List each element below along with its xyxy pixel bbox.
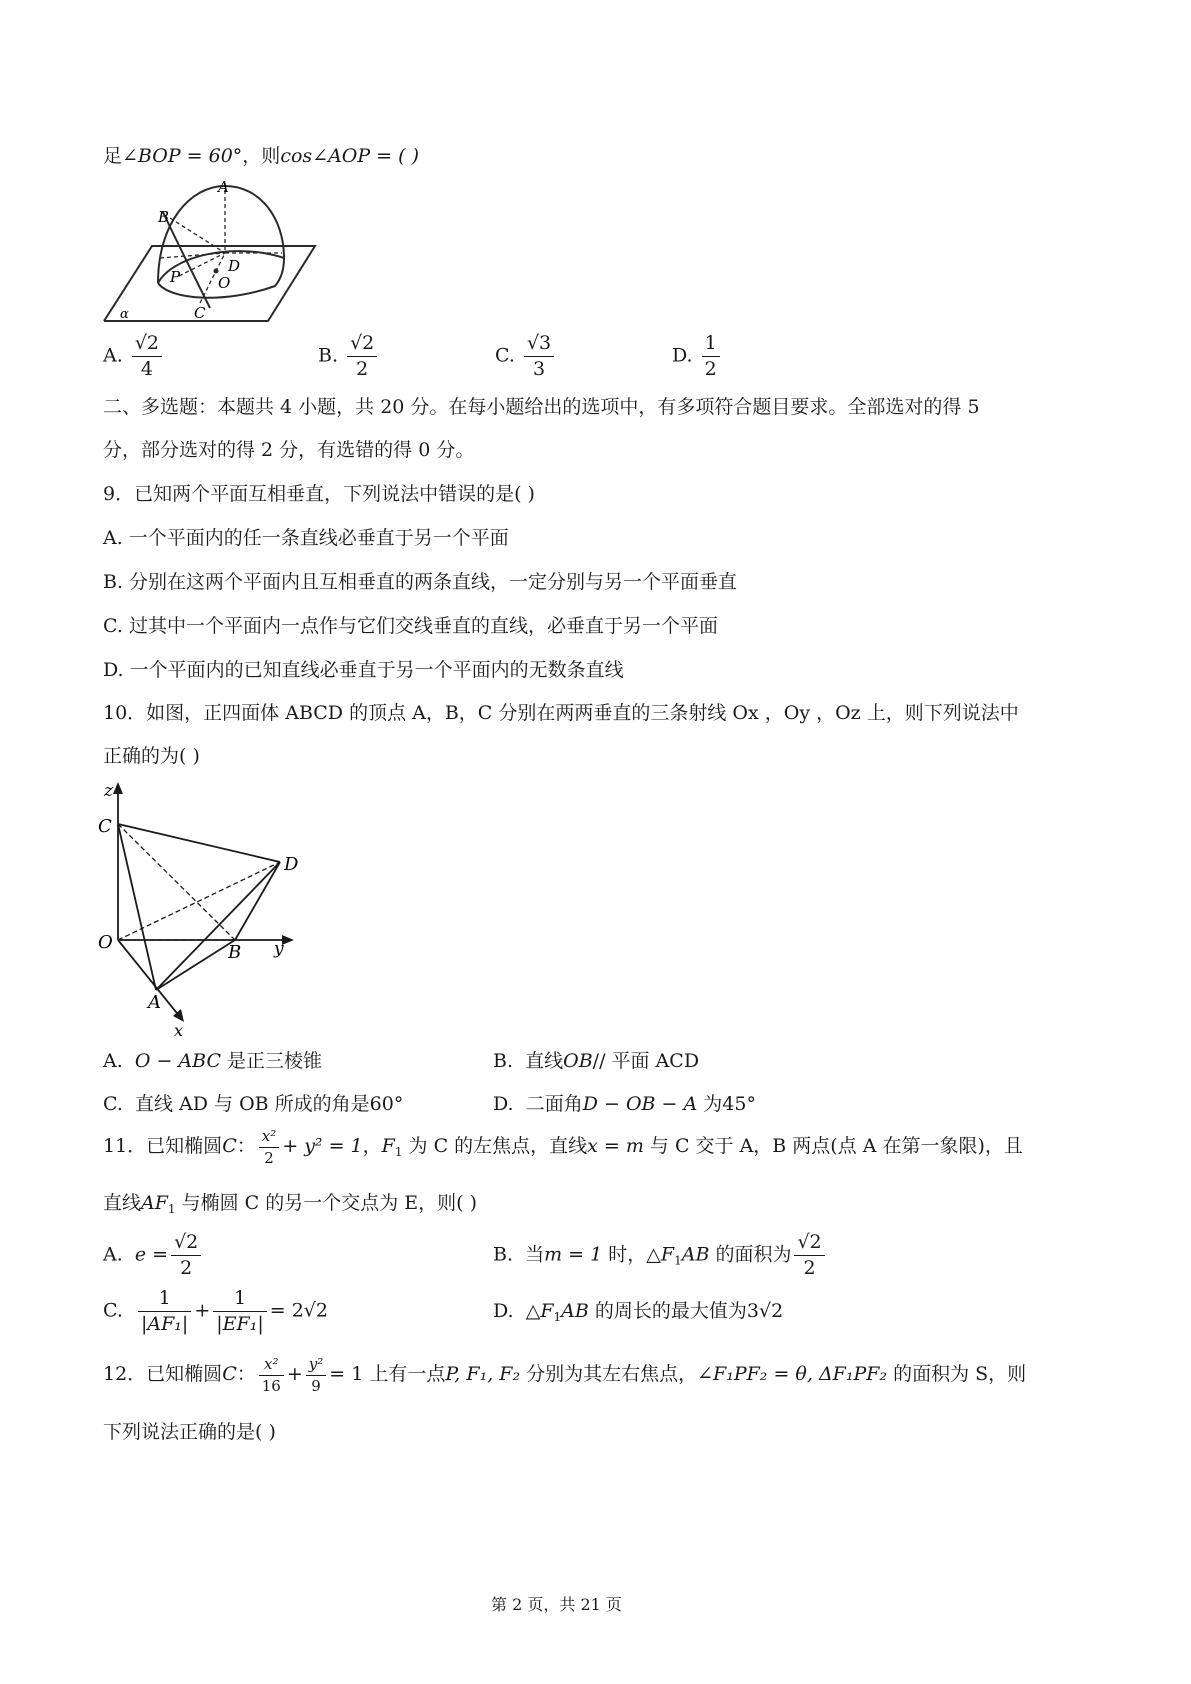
q8-option-b-den: 2 bbox=[356, 357, 369, 380]
q10-option-b-letter: B. bbox=[493, 1050, 514, 1072]
q12-c: C bbox=[222, 1363, 237, 1385]
q10-option-b-text: // 平面 ACD bbox=[592, 1050, 700, 1072]
q11-option-a[interactable] bbox=[103, 1232, 204, 1279]
q9-option-b[interactable]: B. 分别在这两个平面内且互相垂直的两条直线，一定分别与另一个平面垂直 bbox=[103, 571, 738, 593]
q11-option-d-post: 的周长的最大值为 bbox=[588, 1300, 747, 1322]
q8-option-a[interactable] bbox=[103, 333, 165, 380]
q8-option-a-frac bbox=[132, 333, 162, 380]
q11-option-b-mid: 时， bbox=[602, 1243, 647, 1266]
fig1-label-A: A bbox=[218, 178, 229, 196]
q10-option-c-text: 直线 AD 与 OB 所成的角是 bbox=[135, 1093, 370, 1115]
q8-option-b[interactable] bbox=[318, 333, 380, 380]
q11-option-a-den: 2 bbox=[180, 1256, 193, 1279]
fig2-label-A: A bbox=[148, 992, 161, 1013]
q11-stem-line1: 11．已知椭圆C： $\frac{\text{x²}}{2}$ + y² = 1，$F_1$ 为 C 的左焦点，直线x = m 与 C 交于 A，B 两点(点 A 在第一象限)，且 bbox=[103, 1127, 1023, 1167]
q11-option-c-n2: 1 bbox=[213, 1288, 266, 1312]
q11-option-d-val: 3√2 bbox=[746, 1300, 784, 1322]
q11-eq-num: x² bbox=[259, 1128, 279, 1148]
q11-option-a-letter: A. bbox=[103, 1243, 123, 1266]
fig2-label-D: D bbox=[284, 854, 299, 875]
q11-eq-colon: ： bbox=[236, 1135, 256, 1157]
fig1-label-P: P bbox=[170, 268, 181, 286]
hemisphere-figure bbox=[100, 178, 320, 326]
q11-eq-frac bbox=[259, 1128, 279, 1166]
q11-option-c-d2: |EF₁| bbox=[216, 1312, 264, 1335]
fig2-label-x: x bbox=[174, 1021, 184, 1038]
q10-option-c[interactable] bbox=[103, 1095, 403, 1114]
q12-t1: 上有一点 bbox=[363, 1363, 446, 1385]
q8-mid: ，则 bbox=[242, 145, 281, 167]
q10-option-a-math: O − ABC bbox=[134, 1050, 222, 1072]
q8-option-d-num: 1 bbox=[704, 332, 717, 354]
q11-after2: 为 C 的左焦点，直线 bbox=[402, 1135, 588, 1157]
q8-option-c[interactable] bbox=[495, 333, 557, 380]
fig1-label-C: C bbox=[194, 304, 206, 322]
q12-number: 12．已知椭圆 bbox=[103, 1363, 223, 1385]
q11-option-b-num: √2 bbox=[794, 1232, 824, 1256]
q8-tail bbox=[103, 147, 419, 166]
q11-option-b-pre: 当 bbox=[525, 1243, 545, 1266]
q11-eq-den: 2 bbox=[264, 1148, 274, 1167]
q8-option-d[interactable] bbox=[672, 333, 723, 380]
q12-points: P, F₁, F₂ bbox=[445, 1363, 521, 1385]
q9-option-c[interactable]: C. 过其中一个平面内一点作与它们交线垂直的直线，必垂直于另一个平面 bbox=[103, 615, 718, 637]
q11-option-b-letter: B. bbox=[493, 1243, 514, 1266]
q11-option-c-letter: C. bbox=[103, 1299, 123, 1322]
q11-option-d-tri: △F bbox=[525, 1300, 554, 1322]
q11-option-b-frac bbox=[794, 1232, 824, 1279]
fig1-label-O: O bbox=[218, 274, 231, 292]
q11-eq-rest: + y² = 1 bbox=[282, 1135, 363, 1157]
q11-option-b[interactable]: B. 当m = 1 时，$\triangle F_1AB$ 的面积为 $\frac{√2}{2}$ bbox=[493, 1232, 828, 1279]
q11-option-c-d1: |AF₁| bbox=[141, 1312, 189, 1335]
section2-line2: 分，部分选对的得 2 分，有选错的得 0 分。 bbox=[103, 439, 475, 461]
q8-option-a-den: 4 bbox=[140, 357, 153, 380]
q12-t2: 分别为其左右焦点， bbox=[520, 1363, 698, 1385]
q8-option-a-letter: A. bbox=[103, 344, 123, 367]
q11-f1: F bbox=[381, 1135, 395, 1157]
q11-option-b-den: 2 bbox=[803, 1256, 816, 1279]
q11-option-c-n1: 1 bbox=[138, 1288, 191, 1312]
q11-option-c-eq: = 2√2 bbox=[269, 1299, 328, 1322]
q8-option-d-frac bbox=[702, 333, 720, 380]
q11-line2-pre: 直线 bbox=[103, 1192, 142, 1214]
fig2-label-O: O bbox=[98, 932, 113, 953]
q8-option-d-den: 2 bbox=[702, 356, 720, 380]
page-footer: 第 2 页，共 21 页 bbox=[491, 1595, 622, 1614]
q12-n2: y² bbox=[306, 1356, 327, 1376]
q10-option-b-math: OB bbox=[563, 1050, 593, 1072]
q8-option-a-num: √2 bbox=[132, 333, 162, 357]
q8-option-b-frac bbox=[347, 333, 377, 380]
q11-option-d-letter: D. bbox=[493, 1300, 514, 1322]
q12-stem-line1 bbox=[103, 1356, 1026, 1394]
fig2-label-z: z bbox=[104, 781, 113, 801]
q8-condition: ∠BOP = 60° bbox=[122, 145, 243, 167]
q11-option-c-plus: + bbox=[194, 1299, 211, 1322]
q11-option-b-m: m = 1 bbox=[544, 1243, 603, 1266]
q11-option-d-ab: AB bbox=[561, 1300, 589, 1322]
q9-option-d[interactable]: D. 一个平面内的已知直线必垂直于另一个平面内的无数条直线 bbox=[103, 659, 624, 681]
q8-ask: cos∠AOP = ( ) bbox=[280, 145, 420, 167]
tetrahedron-figure bbox=[98, 780, 318, 1038]
q10-option-a-letter: A. bbox=[103, 1050, 123, 1072]
q8-option-b-num: √2 bbox=[347, 333, 377, 357]
q11-option-b-ab: AB bbox=[681, 1243, 710, 1266]
q8-prefix: 足 bbox=[103, 145, 123, 167]
q12-angle: ∠F₁PF₂ = θ, ΔF₁PF₂ bbox=[697, 1363, 888, 1385]
q12-t3: 的面积为 S，则 bbox=[887, 1363, 1027, 1385]
q11-eq-c: C bbox=[222, 1135, 237, 1157]
q10-option-d-pre: 二面角 bbox=[525, 1093, 583, 1115]
q10-option-a[interactable] bbox=[103, 1052, 322, 1071]
fig1-label-alpha: α bbox=[120, 307, 129, 322]
q12-d2: 9 bbox=[311, 1376, 321, 1395]
q8-option-b-letter: B. bbox=[318, 344, 339, 367]
q10-option-d-mid: 为 bbox=[697, 1093, 723, 1115]
q10-option-d[interactable] bbox=[493, 1095, 756, 1114]
q11-option-b-tri: △F bbox=[646, 1243, 675, 1266]
fig2-label-B: B bbox=[228, 942, 242, 963]
q11-stem-line2: 直线$AF_1$ 与椭圆 C 的另一个交点为 E，则( ) bbox=[103, 1192, 477, 1216]
section2-line1: 二、多选题：本题共 4 小题，共 20 分。在每小题给出的选项中，有多项符合题目要求。全部选对的得 5 bbox=[103, 396, 980, 418]
q11-option-a-frac bbox=[171, 1232, 201, 1279]
q10-option-d-letter: D. bbox=[493, 1093, 514, 1115]
q11-option-c-frac1 bbox=[138, 1288, 191, 1335]
q10-option-b-pre: 直线 bbox=[525, 1050, 564, 1072]
q10-option-d-math: D − OB − A bbox=[582, 1093, 698, 1115]
q10-stem-line2: 正确的为( ) bbox=[103, 745, 200, 767]
q12-plus: + bbox=[286, 1363, 303, 1385]
q11-after1: ， bbox=[362, 1135, 382, 1157]
q11-line2-post: 与椭圆 C 的另一个交点为 E，则( ) bbox=[175, 1192, 477, 1214]
q11-option-b-post: 的面积为 bbox=[709, 1243, 792, 1266]
q8-option-c-den: 3 bbox=[533, 357, 546, 380]
fig1-label-B: B bbox=[158, 208, 170, 226]
q8-option-c-frac bbox=[524, 333, 554, 380]
q8-option-c-num: √3 bbox=[524, 333, 554, 357]
fig1-label-D: D bbox=[228, 257, 241, 275]
q10-option-a-text: 是正三棱锥 bbox=[221, 1050, 323, 1072]
q11-number: 11．已知椭圆 bbox=[103, 1135, 223, 1157]
q9-option-a[interactable]: A. 一个平面内的任一条直线必垂直于另一个平面 bbox=[103, 527, 509, 549]
fig2-label-y: y bbox=[274, 939, 284, 959]
q12-d1: 16 bbox=[261, 1376, 281, 1395]
q11-option-a-num: √2 bbox=[171, 1232, 201, 1256]
q11-xm: x = m bbox=[587, 1135, 644, 1157]
q11-option-d[interactable]: D. $\triangle F_1AB$ 的周长的最大值为3√2 bbox=[493, 1300, 784, 1324]
q10-option-b[interactable] bbox=[493, 1052, 699, 1071]
fig2-label-C: C bbox=[98, 816, 112, 837]
q8-option-d-letter: D. bbox=[672, 344, 693, 367]
q11-option-a-e: e = bbox=[134, 1243, 169, 1266]
q11-option-c-frac2 bbox=[213, 1288, 266, 1335]
q10-option-c-math: 60° bbox=[369, 1093, 404, 1115]
q12-colon: ： bbox=[236, 1363, 256, 1385]
q12-frac2 bbox=[306, 1356, 327, 1394]
q10-stem-line1: 10．如图，正四面体 ABCD 的顶点 A，B，C 分别在两两垂直的三条射线 Ox ，Oy ，Oz 上，则下列说法中 bbox=[103, 702, 1019, 724]
q12-eq: = 1 bbox=[329, 1363, 364, 1385]
q11-af1: AF bbox=[141, 1192, 168, 1214]
q10-option-c-letter: C. bbox=[103, 1093, 123, 1115]
q12-stem-line2: 下列说法正确的是( ) bbox=[103, 1421, 276, 1443]
q12-frac1 bbox=[259, 1356, 284, 1394]
q12-n1: x² bbox=[259, 1356, 284, 1376]
q11-after3: 与 C 交于 A，B 两点(点 A 在第一象限)，且 bbox=[643, 1135, 1023, 1157]
q10-option-d-val: 45° bbox=[722, 1093, 756, 1115]
q9-stem: 9．已知两个平面互相垂直，下列说法中错误的是( ) bbox=[103, 483, 535, 505]
q11-option-c[interactable] bbox=[103, 1288, 328, 1335]
q8-option-c-letter: C. bbox=[495, 344, 515, 367]
